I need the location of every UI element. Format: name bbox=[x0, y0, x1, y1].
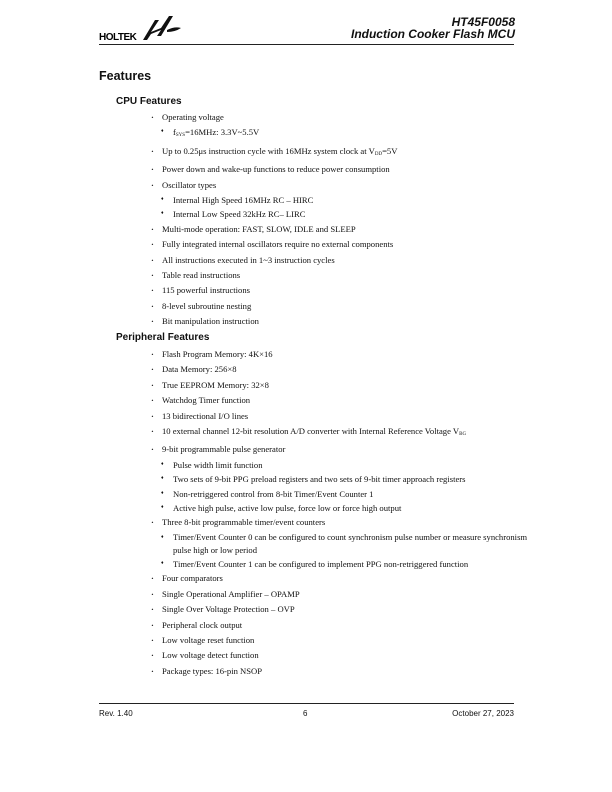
item-text: Data Memory: 256×8 bbox=[162, 364, 237, 375]
item-text: Flash Program Memory: 4K×16 bbox=[162, 349, 273, 359]
item-text-suffix: =16MHz: 3.3V~5.5V bbox=[185, 127, 260, 138]
item-text: Bit manipulation instruction bbox=[162, 316, 259, 327]
list-item bbox=[150, 648, 530, 663]
item-text: Active high pulse, active low pulse, force low or force high output bbox=[173, 503, 402, 514]
list-item bbox=[150, 144, 530, 162]
list-item bbox=[150, 237, 530, 252]
list-item bbox=[150, 283, 530, 298]
item-text: Watchdog Timer function bbox=[162, 395, 251, 406]
item-text: Two sets of 9-bit PPG preload registers and two sets of 9-bit timer approach registers bbox=[173, 474, 466, 485]
holtek-logo bbox=[99, 16, 189, 42]
item-text: Three 8-bit programmable timer/event counters bbox=[162, 517, 326, 528]
list-item bbox=[150, 162, 530, 177]
page-title: Features bbox=[99, 69, 152, 83]
cpu-features-list bbox=[150, 110, 530, 330]
subscript: SYS bbox=[175, 133, 186, 139]
list-item bbox=[150, 633, 530, 648]
list-item bbox=[150, 515, 530, 530]
list-item bbox=[150, 268, 530, 283]
list-item bbox=[150, 110, 530, 125]
sub-list-item bbox=[161, 125, 530, 143]
list-item bbox=[150, 178, 530, 193]
item-text: Package types: 16-pin NSOP bbox=[162, 665, 263, 676]
svg-text:HOLTEK: HOLTEK bbox=[99, 32, 137, 42]
sub-list-item bbox=[161, 207, 530, 221]
item-text: Oscillator types bbox=[162, 179, 217, 190]
peripheral-features-list bbox=[150, 347, 530, 679]
sub-list-item bbox=[161, 487, 530, 501]
sub-list-item bbox=[161, 557, 530, 571]
part-number: HT45F0058 bbox=[451, 15, 515, 29]
date: October 27, 2023 bbox=[452, 709, 514, 718]
list-item bbox=[150, 571, 530, 586]
item-text: 10 external channel 12-bit resolution A/D converter with Internal Reference Voltage V bbox=[162, 426, 460, 437]
list-item bbox=[150, 314, 530, 329]
page-number: 6 bbox=[303, 709, 308, 718]
document-title: Induction Cooker Flash MCU bbox=[350, 27, 515, 41]
item-text-suffix: =5V bbox=[382, 145, 398, 156]
item-text: 9-bit programmable pulse generator bbox=[162, 444, 286, 455]
item-text: Up to 0.25μs instruction cycle with 16MHz system clock at V bbox=[162, 145, 375, 156]
item-text: Single Over Voltage Protection – OVP bbox=[162, 604, 295, 615]
item-text: Operating voltage bbox=[162, 112, 224, 122]
item-text: Four comparators bbox=[162, 573, 223, 584]
sub-list-item bbox=[161, 458, 530, 472]
list-item bbox=[150, 362, 530, 377]
cpu-features-heading: CPU Features bbox=[116, 96, 182, 107]
sub-list-item bbox=[161, 531, 530, 557]
subscript: BG bbox=[459, 432, 467, 438]
item-text: Multi-mode operation: FAST, SLOW, IDLE and SLEEP bbox=[162, 223, 356, 234]
item-text: Low voltage reset function bbox=[162, 634, 255, 645]
list-item bbox=[150, 424, 530, 442]
list-item bbox=[150, 602, 530, 617]
list-item bbox=[150, 222, 530, 237]
list-item bbox=[150, 442, 530, 457]
item-text: 115 powerful instructions bbox=[162, 285, 250, 296]
subscript: DD bbox=[374, 151, 383, 157]
header-rule bbox=[99, 44, 514, 45]
list-item bbox=[150, 378, 530, 393]
item-text: Peripheral clock output bbox=[162, 619, 243, 630]
item-text: Internal High Speed 16MHz RC – HIRC bbox=[173, 195, 314, 206]
list-item bbox=[150, 409, 530, 424]
list-item bbox=[150, 393, 530, 408]
revision: Rev. 1.40 bbox=[99, 709, 133, 718]
list-item bbox=[150, 587, 530, 602]
item-text: True EEPROM Memory: 32×8 bbox=[162, 379, 269, 390]
item-text: Timer/Event Counter 1 can be configured to implement PPG non-retriggered function bbox=[173, 558, 469, 569]
item-text: Pulse width limit function bbox=[173, 459, 263, 470]
footer-rule bbox=[99, 703, 514, 704]
list-item bbox=[150, 299, 530, 314]
sub-list-item bbox=[161, 501, 530, 515]
list-item bbox=[150, 347, 530, 362]
item-text: Table read instructions bbox=[162, 270, 241, 281]
list-item bbox=[150, 253, 530, 268]
item-text: Timer/Event Counter 0 can be configured to count synchronism pulse number or measure synchronism pulse high or low period bbox=[173, 531, 528, 555]
sub-list-item bbox=[161, 193, 530, 207]
list-item bbox=[150, 664, 530, 679]
item-text: 8-level subroutine nesting bbox=[162, 300, 252, 311]
item-text: Power down and wake-up functions to reduce power consumption bbox=[162, 164, 390, 175]
item-text: Non-retriggered control from 8-bit Timer/Event Counter 1 bbox=[173, 488, 374, 499]
item-text: f bbox=[173, 127, 176, 138]
item-text: 13 bidirectional I/O lines bbox=[162, 410, 249, 421]
sub-list-item bbox=[161, 472, 530, 486]
item-text: Low voltage detect function bbox=[162, 650, 259, 661]
list-item bbox=[150, 618, 530, 633]
item-text: Internal Low Speed 32kHz RC– LIRC bbox=[173, 209, 306, 220]
peripheral-features-heading: Peripheral Features bbox=[116, 332, 210, 343]
item-text: Fully integrated internal oscillators require no external components bbox=[162, 239, 394, 250]
item-text: All instructions executed in 1~3 instruction cycles bbox=[162, 254, 335, 265]
item-text: Single Operational Amplifier – OPAMP bbox=[162, 588, 300, 599]
